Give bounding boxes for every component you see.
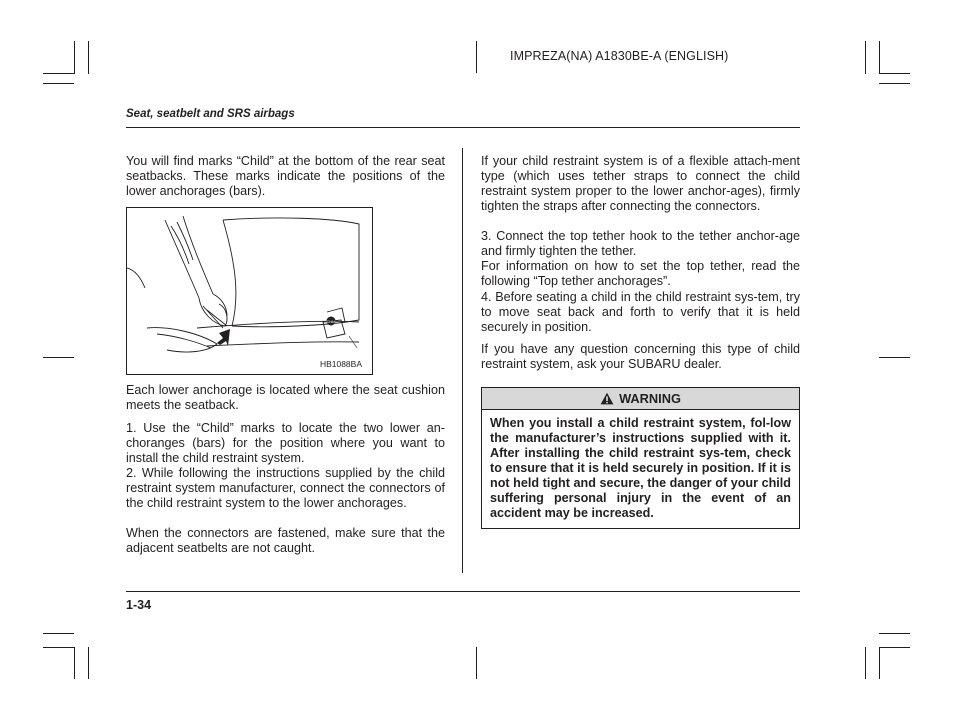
figure-code: HB1088BA bbox=[319, 359, 362, 369]
flexible-attachment-paragraph: If your child restraint system is of a flexible attach-ment type (which uses tether straps to connect the child restraint system proper to the lower anchor-ages), firmly tighten the straps after connecting the connectors. bbox=[481, 154, 800, 213]
step-3: 3. Connect the top tether hook to the tether anchor-age and firmly tighten the tether. bbox=[481, 229, 800, 258]
seat-anchorage-illustration bbox=[127, 208, 373, 375]
crop-mark bbox=[879, 647, 910, 648]
crop-mark bbox=[879, 633, 910, 634]
crop-mark bbox=[865, 647, 866, 679]
document-id: IMPREZA(NA) A1830BE-A (ENGLISH) bbox=[510, 49, 729, 63]
warning-text: When you install a child restraint system, fol-low the manufacturer’s instructions supplied with it. After installing the child restraint sys-tem, check to ensure that it is held securely in position. If it is not held tight and secure, the danger of your child suffering personal injury in the event of an accident may be increased. bbox=[490, 416, 791, 520]
step-2: 2. While following the instructions supplied by the child restraint system manufacturer, connect the connectors of the child restraint system to the lower anchorages. bbox=[126, 466, 445, 510]
crop-mark bbox=[88, 41, 89, 74]
warning-triangle-icon bbox=[600, 392, 614, 405]
crop-mark bbox=[476, 647, 477, 679]
intro-paragraph: You will find marks “Child” at the bottom of the rear seat seatbacks. These marks indicate the positions of the lower anchorages (bars). bbox=[126, 154, 445, 198]
dealer-note: If you have any question concerning this type of child restraint system, ask your SUBARU dealer. bbox=[481, 342, 800, 371]
fastened-note: When the connectors are fastened, make sure that the adjacent seatbelts are not caught. bbox=[126, 526, 445, 555]
warning-title: WARNING bbox=[619, 391, 681, 406]
top-tether-reference: For information on how to set the top tether, read the following “Top tether anchorages”. bbox=[481, 259, 800, 288]
anchorage-note: Each lower anchorage is located where the seat cushion meets the seatback. bbox=[126, 383, 445, 412]
section-title: Seat, seatbelt and SRS airbags bbox=[126, 108, 295, 120]
crop-mark bbox=[879, 647, 880, 679]
seat-anchorage-figure bbox=[126, 207, 373, 375]
crop-mark bbox=[43, 83, 74, 84]
crop-mark bbox=[879, 357, 910, 358]
crop-mark bbox=[43, 357, 74, 358]
crop-mark bbox=[43, 73, 74, 74]
crop-mark bbox=[74, 41, 75, 74]
page-number: 1-34 bbox=[126, 598, 152, 612]
crop-mark bbox=[879, 73, 910, 74]
crop-mark bbox=[476, 41, 477, 73]
warning-header bbox=[482, 388, 799, 410]
crop-mark bbox=[74, 647, 75, 679]
step-4: 4. Before seating a child in the child restraint sys-tem, try to move seat back and forth to verify that it is held securely in position. bbox=[481, 290, 800, 334]
warning-box bbox=[481, 387, 800, 529]
column-divider bbox=[462, 148, 463, 573]
crop-mark bbox=[879, 41, 880, 74]
crop-mark bbox=[865, 41, 866, 74]
crop-mark bbox=[43, 647, 74, 648]
crop-mark bbox=[88, 647, 89, 679]
header-rule bbox=[126, 127, 800, 128]
step-1: 1. Use the “Child” marks to locate the two lower an-choranges (bars) for the position where you want to install the child restraint system. bbox=[126, 421, 445, 465]
child-mark-label: Child bbox=[326, 320, 336, 324]
crop-mark bbox=[43, 633, 74, 634]
crop-mark bbox=[879, 83, 910, 84]
footer-rule bbox=[126, 591, 800, 592]
